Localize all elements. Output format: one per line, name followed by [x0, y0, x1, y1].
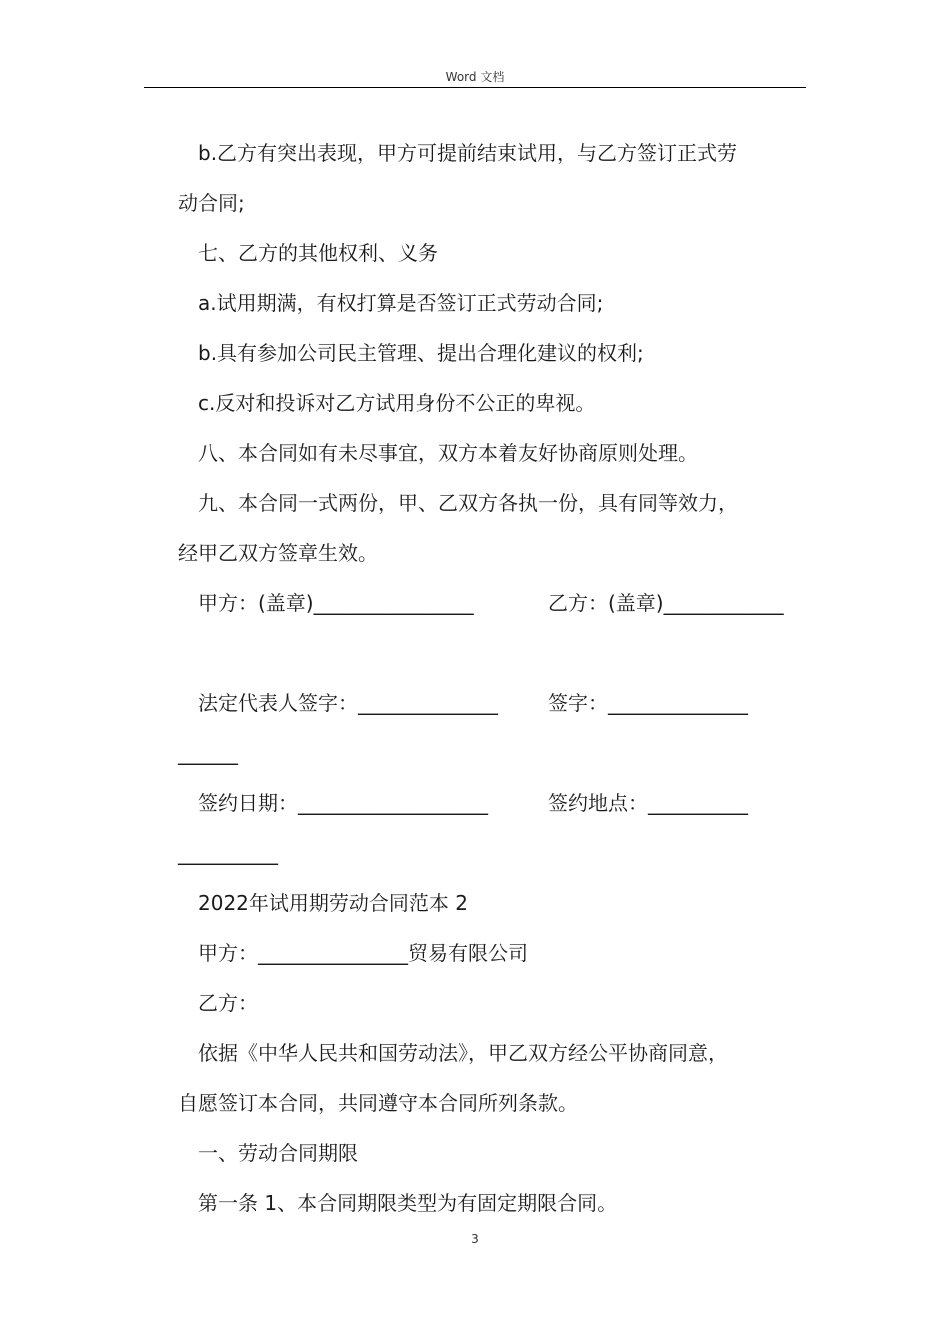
party-b-signature-line: 签字：______________	[548, 691, 748, 715]
blank-line	[178, 628, 808, 678]
paragraph-item-b: b.具有参加公司民主管理、提出合理化建议的权利;	[198, 341, 644, 365]
signature-line-continuation: ______	[178, 741, 238, 765]
signature-row-date-place	[178, 778, 808, 828]
page-number: 3	[471, 1232, 479, 1246]
signing-place-line: 签约地点：__________	[548, 791, 748, 815]
signature-row-representative	[178, 678, 808, 728]
party-b-seal-line: 乙方：(盖章)____________	[548, 591, 784, 615]
paragraph-probation-early-end: b.乙方有突出表现，甲方可提前结束试用，与乙方签订正式劳	[198, 141, 738, 165]
legal-representative-signature-line: 法定代表人签字：______________	[198, 691, 498, 715]
party-a-seal-line: 甲方：(盖章)________________	[198, 591, 474, 615]
paragraph-item-a: a.试用期满，有权打算是否签订正式劳动合同;	[198, 291, 604, 315]
header-divider	[144, 87, 806, 88]
section-heading-8: 八、本合同如有未尽事宜，双方本着友好协商原则处理。	[198, 441, 698, 465]
paragraph-probation-early-end-cont: 动合同;	[178, 191, 245, 215]
signing-place-continuation: __________	[178, 841, 278, 865]
section-heading-9: 九、本合同一式两份，甲、乙双方各执一份，具有同等效力，	[198, 491, 738, 515]
paragraph-preamble: 依据《中华人民共和国劳动法》，甲乙双方经公平协商同意，	[198, 1041, 728, 1065]
party-b-line: 乙方：	[198, 991, 258, 1015]
section-heading-7: 七、乙方的其他权利、义务	[198, 241, 438, 265]
section-heading-contract-term: 一、劳动合同期限	[198, 1141, 358, 1165]
document-title-2: 2022年试用期劳动合同范本 2	[198, 891, 468, 915]
paragraph-item-c: c.反对和投诉对乙方试用身份不公正的卑视。	[198, 391, 596, 415]
signature-row-seal	[178, 578, 808, 628]
article-1: 第一条 1、本合同期限类型为有固定期限合同。	[198, 1191, 618, 1215]
party-a-line: 甲方：_______________贸易有限公司	[198, 941, 528, 965]
signing-date-line: 签约日期：___________________	[198, 791, 488, 815]
section-heading-9-cont: 经甲乙双方签章生效。	[178, 541, 378, 565]
page-header-title: Word 文档	[445, 70, 505, 84]
document-body	[178, 128, 808, 1228]
paragraph-preamble-cont: 自愿签订本合同，共同遵守本合同所列条款。	[178, 1091, 578, 1115]
